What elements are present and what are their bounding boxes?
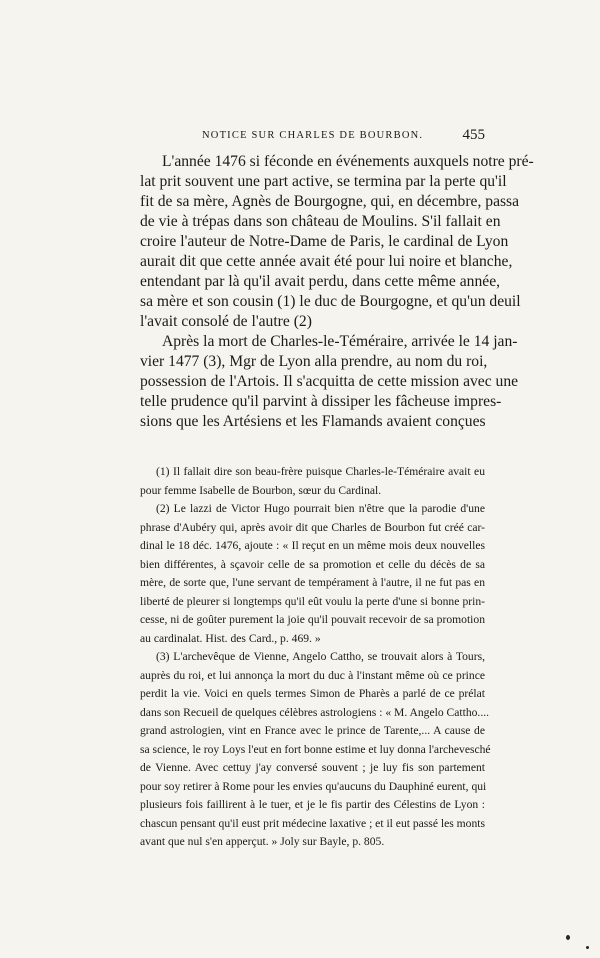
footnote-line: dans son Recueil de quelques célèbres astrologiens : « M. Angelo Cattho....	[140, 705, 490, 719]
footnote-line: dinal le 18 déc. 1476, ajoute : « Il reçut en un même mois deux nouvelles	[140, 539, 485, 552]
page-number: 455	[462, 127, 485, 143]
body-line: sa mère et son cousin (1) le duc de Bourgogne, et qu'un deuil	[140, 293, 521, 310]
footnote-line: pour soy retirer à Rome pour les envies qu'aucuns du Dauphiné eurent, qui	[140, 779, 487, 793]
footnote-line: avant que nul s'en apperçut. » Joly sur Bayle, p. 805.	[140, 835, 385, 848]
body-line: croire l'auteur de Notre-Dame de Paris, le cardinal de Lyon	[140, 233, 509, 250]
footnote-line: plusieurs fois faillirent à le tuer, et je le fis partir des Célestins de Lyon :	[140, 798, 485, 811]
body-line: vier 1477 (3), Mgr de Lyon alla prendre, au nom du roi,	[140, 353, 488, 370]
running-head	[140, 127, 485, 146]
footnote-1	[140, 463, 485, 500]
body-line: L'année 1476 si féconde en événements auxquels notre pré-	[162, 153, 534, 170]
body-line: lat prit souvent une part active, se termina par la perte qu'il	[140, 173, 507, 190]
footnote-line: (3) L'archevêque de Vienne, Angelo Cattho, se trouvait alors à Tours,	[156, 650, 485, 663]
body-line: Après la mort de Charles-le-Téméraire, arrivée le 14 jan-	[162, 333, 518, 350]
footnote-line: au cardinalat. Hist. des Card., p. 469. »	[140, 631, 321, 645]
footnote-line: auprès du roi, et lui annonça la mort du duc à l'instant même où ce prince	[140, 668, 485, 682]
running-title: NOTICE SUR CHARLES DE BOURBON.	[202, 130, 424, 141]
body-line: fit de sa mère, Agnès de Bourgogne, qui, en décembre, passa	[140, 193, 520, 210]
body-line: possession de l'Artois. Il s'acquitta de cette mission avec une	[140, 373, 519, 390]
footnote-line: liberté de pleurer si longtemps qu'il eût voulu la perte d'une si bonne prin-	[140, 594, 485, 608]
body-line: telle prudence qu'il parvint à dissiper les fâcheuse impres-	[140, 393, 502, 410]
footnote-line: perdit la vie. Voici en quels termes Simon de Pharès a parlé de ce prélat	[140, 687, 485, 700]
main-text	[140, 152, 534, 432]
footnote-line: phrase d'Aubéry qui, après avoir dit que Charles de Bourbon fut créé car-	[140, 520, 485, 534]
footnote-line: chascun pensant qu'il eust prit médecine laxative ; et il eut passé les monts	[140, 816, 485, 830]
footnote-line: sa science, le roy Loys l'eut en fort bonne estime et luy donna l'archevesché	[140, 742, 491, 756]
body-line: entendant par là qu'il avait perdu, dans cette même année,	[140, 273, 501, 290]
footnote-line: cesse, ni de goûter purement la joie qu'il pouvait recevoir de sa promotion	[140, 613, 485, 626]
footnote-2	[140, 500, 485, 648]
ink-speck	[566, 935, 570, 940]
footnote-line: (1) Il fallait dire son beau-frère puisque Charles-le-Téméraire avait eu	[156, 465, 485, 478]
footnote-line: de Vienne. Avec cettuy j'ay conversé souvent ; je luy fis son partement	[140, 761, 485, 774]
footnote-line: mère, de sorte que, l'une servant de tempérament à l'autre, il ne fut pas en	[140, 576, 485, 589]
body-line: l'avait consolé de l'autre (2)	[140, 313, 312, 330]
footnote-line: bien différentes, à sçavoir celle de sa promotion et celle du décès de sa	[140, 557, 485, 571]
ink-speck	[586, 946, 589, 949]
footnote-line: grand astrologien, vint en France avec le prince de Tarente,... A cause de	[140, 724, 485, 737]
footnote-line: (2) Le lazzi de Victor Hugo pourrait bien n'être que la parodie d'une	[156, 502, 485, 515]
footnotes	[140, 463, 491, 852]
body-line: aurait dit que cette année avait été pour lui noire et blanche,	[140, 253, 513, 270]
footnote-line: pour femme Isabelle de Bourbon, sœur du Cardinal.	[140, 483, 382, 497]
body-line: de vie à trépas dans son château de Moulins. S'il fallait en	[140, 213, 501, 230]
footnote-3	[140, 648, 491, 852]
body-line: sions que les Artésiens et les Flamands avaient conçues	[140, 413, 486, 430]
